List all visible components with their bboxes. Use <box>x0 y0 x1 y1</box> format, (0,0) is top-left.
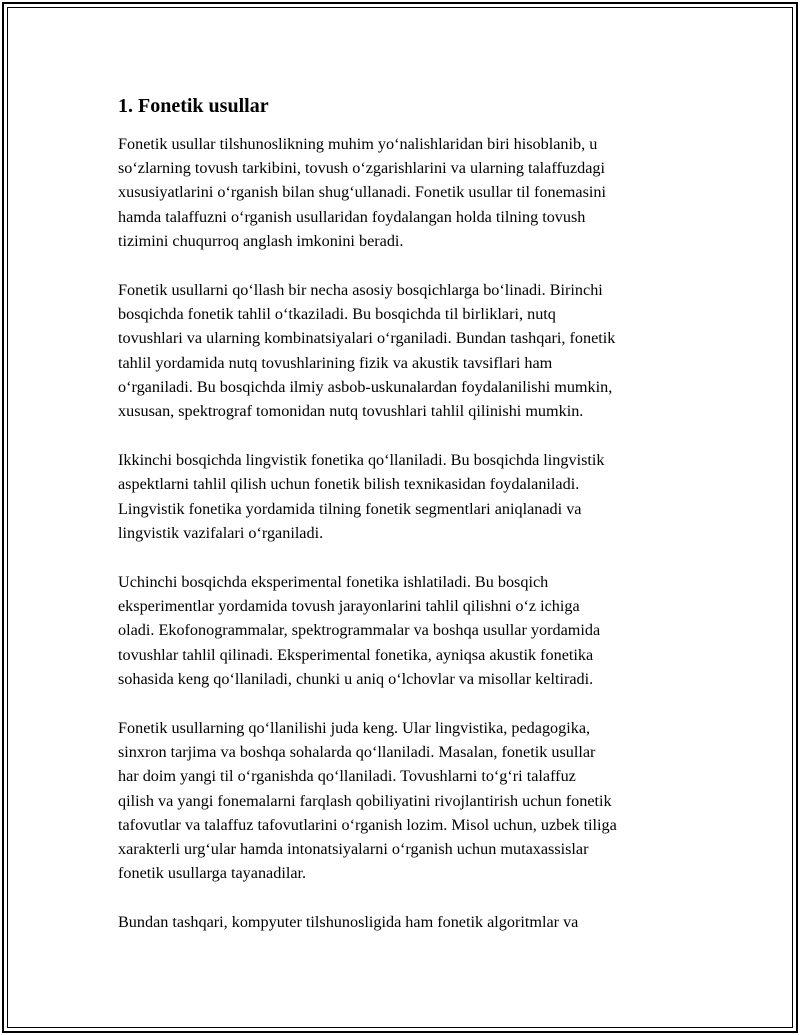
text-line: tovushlar tahlil qilinadi. Eksperimental fonetika, ayniqsa akustik fonetika <box>118 645 594 664</box>
text-line: hamda talaffuzni oʻrganish usullaridan foydalangan holda tilning tovush <box>118 207 586 226</box>
text-line: xususiyatlarini oʻrganish bilan shugʻullanadi. Fonetik usullar til fonemasini <box>118 183 606 202</box>
text-line: eksperimentlar yordamida tovush jarayonlarini tahlil qilishni oʻz ichiga <box>118 597 580 616</box>
text-line: Ikkinchi bosqichda lingvistik fonetika qoʻllaniladi. Bu bosqichda lingvistik <box>118 451 605 470</box>
section-heading: 1. Fonetik usullar <box>118 95 269 117</box>
paragraph-6 <box>118 910 696 934</box>
paragraph-3 <box>118 448 696 545</box>
text-line: aspektlarni tahlil qilish uchun fonetik bilish texnikasidan foydalaniladi. <box>118 475 580 494</box>
text-line: tahlil yordamida nutq tovushlarining fizik va akustik tavsiflari ham <box>118 353 553 372</box>
paragraph-2 <box>118 278 696 423</box>
text-line: qilish va yangi fonemalarni farqlash qobiliyatini rivojlantirish uchun fonetik <box>118 791 612 810</box>
text-line: har doim yangi til oʻrganishda qoʻllaniladi. Tovushlarni toʻgʻri talaffuz <box>118 767 576 786</box>
text-line: Uchinchi bosqichda eksperimental fonetika ishlatiladi. Bu bosqich <box>118 573 549 592</box>
text-line: tizimini chuqurroq anglash imkonini beradi. <box>118 231 404 250</box>
text-line: xarakterli urgʻular hamda intonatsiyalarni oʻrganish uchun mutaxassislar <box>118 840 589 859</box>
text-line: oʻrganiladi. Bu bosqichda ilmiy asbob-uskunalardan foydalanilishi mumkin, <box>118 377 613 396</box>
text-line: Fonetik usullarning qoʻllanilishi juda keng. Ular lingvistika, pedagogika, <box>118 719 591 738</box>
text-line: lingvistik vazifalari oʻrganiladi. <box>118 523 324 542</box>
text-line: Lingvistik fonetika yordamida tilning fonetik segmentlari aniqlanadi va <box>118 499 582 518</box>
paragraph-5 <box>118 716 696 885</box>
paragraph-4 <box>118 570 696 691</box>
text-line: soʻzlarning tovush tarkibini, tovush oʻzgarishlarini va ularning talaffuzdagi <box>118 159 606 178</box>
text-line: oladi. Ekofonogrammalar, spektrogrammalar va boshqa usullar yordamida <box>118 621 601 640</box>
text-line: sinxron tarjima va boshqa sohalarda qoʻllaniladi. Masalan, fonetik usullar <box>118 743 596 762</box>
text-line: tafovutlar va talaffuz tafovutlarini oʻrganish lozim. Misol uchun, uzbek tiliga <box>118 815 617 834</box>
text-line: Fonetik usullar tilshunoslikning muhim yoʻnalishlaridan biri hisoblanib, u <box>118 135 598 153</box>
text-line: bosqichda fonetik tahlil oʻtkaziladi. Bu bosqichda til birliklari, nutq <box>118 305 556 324</box>
text-line: Fonetik usullarni qoʻllash bir necha asosiy bosqichlarga boʻlinadi. Birinchi <box>118 281 603 300</box>
document-body <box>118 92 696 960</box>
text-line: sohasida keng qoʻllaniladi, chunki u aniq oʻlchovlar va misollar keltiradi. <box>118 669 594 688</box>
text-line: Bundan tashqari, kompyuter tilshunosligida ham fonetik algoritmlar va <box>118 913 579 932</box>
text-line: tovushlari va ularning kombinatsiyalari oʻrganiladi. Bundan tashqari, fonetik <box>118 329 616 348</box>
paragraph-1 <box>118 132 696 253</box>
text-line: xususan, spektrograf tomonidan nutq tovushlari tahlil qilinishi mumkin. <box>118 402 584 421</box>
text-line: fonetik usullarga tayanadilar. <box>118 864 307 883</box>
